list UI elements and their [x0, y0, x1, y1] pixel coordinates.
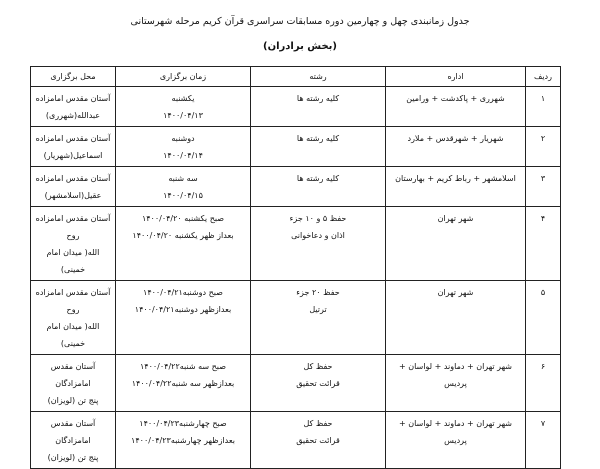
place-cell	[31, 167, 116, 207]
place-line: الله( میدان امام خمینی)	[46, 248, 100, 274]
organization-cell: اسلامشهر + رباط کریم + بهارستان	[386, 167, 526, 207]
place-cell	[31, 412, 116, 469]
field-cell	[251, 355, 386, 412]
field-cell	[251, 167, 386, 207]
table-row	[31, 412, 561, 469]
field-line: حفظ ۲۰ جزء	[296, 288, 340, 297]
header-time: زمان برگزاری	[116, 67, 251, 87]
header-row-num: ردیف	[526, 67, 561, 87]
place-line: آستان مقدس امامزاده روح	[35, 214, 111, 240]
organization-cell: شهر تهران + دماوند + لواسان + پردیس	[386, 355, 526, 412]
place-line: پنج تن (لویزان)	[47, 396, 99, 405]
header-place: محل برگزاری	[31, 67, 116, 87]
field-line: قرائت تحقیق	[296, 436, 340, 445]
table-row	[31, 281, 561, 355]
field-cell	[251, 87, 386, 127]
place-line: اسماعیل(شهریار)	[43, 151, 103, 160]
place-line: آستان مقدس امامزاده	[35, 174, 111, 183]
place-cell	[31, 87, 116, 127]
time-cell	[116, 127, 251, 167]
row-number: ۱	[526, 87, 561, 127]
field-line: کلیه رشته ها	[296, 174, 340, 183]
row-number: ۷	[526, 412, 561, 469]
organization-cell: شهرری + پاکدشت + ورامین	[386, 87, 526, 127]
field-line: کلیه رشته ها	[296, 94, 340, 103]
time-line: ۱۴۰۰/۰۴/۱۵	[163, 191, 203, 200]
field-cell	[251, 281, 386, 355]
time-line: صبح دوشنبه۱۴۰۰/۰۴/۲۱	[143, 288, 223, 297]
time-line: صبح سه شنبه۱۴۰۰/۰۴/۲۲	[139, 362, 227, 371]
time-line: ۱۴۰۰/۰۴/۱۳	[163, 111, 203, 120]
place-line: الله( میدان امام خمینی)	[46, 322, 100, 348]
time-line: بعداز ظهر یکشنبه ۱۴۰۰/۰۴/۲۰	[132, 231, 234, 240]
organization-cell: شهر تهران	[386, 281, 526, 355]
time-cell	[116, 355, 251, 412]
place-cell	[31, 207, 116, 281]
time-line: سه شنبه	[168, 174, 198, 183]
row-number: ۶	[526, 355, 561, 412]
field-line: کلیه رشته ها	[296, 134, 340, 143]
place-line: آستان مقدس امامزاده	[35, 134, 111, 143]
place-line: عبدالله(شهرری)	[45, 111, 101, 120]
header-field: رشته	[251, 67, 386, 87]
time-line: بعدازظهر چهارشنبه۱۴۰۰/۰۴/۲۳	[131, 436, 235, 445]
time-cell	[116, 207, 251, 281]
field-cell	[251, 127, 386, 167]
time-line: صبح چهارشنبه۱۴۰۰/۰۴/۲۳	[139, 419, 227, 428]
field-cell	[251, 412, 386, 469]
field-line: حفظ کل	[303, 362, 333, 371]
place-line: آستان مقدس امامزاده روح	[35, 288, 111, 314]
time-line: صبح یکشنبه ۱۴۰۰/۰۴/۲۰	[141, 214, 225, 223]
place-cell	[31, 355, 116, 412]
field-line: ترتیل	[309, 305, 327, 314]
time-cell	[116, 281, 251, 355]
row-number: ۲	[526, 127, 561, 167]
organization-cell: شهر تهران	[386, 207, 526, 281]
table-row	[31, 207, 561, 281]
place-cell	[31, 281, 116, 355]
time-line: بعدازظهر دوشنبه۱۴۰۰/۰۴/۲۱	[134, 305, 232, 314]
field-cell	[251, 207, 386, 281]
row-number: ۴	[526, 207, 561, 281]
table-row	[31, 355, 561, 412]
time-line: بعدازظهر سه شنبه۱۴۰۰/۰۴/۲۲	[131, 379, 235, 388]
table-header-row	[31, 67, 561, 87]
time-cell	[116, 167, 251, 207]
table-row	[31, 127, 561, 167]
row-number: ۵	[526, 281, 561, 355]
table-row	[31, 87, 561, 127]
time-line: دوشنبه	[171, 134, 195, 143]
time-line: ۱۴۰۰/۰۴/۱۴	[163, 151, 203, 160]
place-line: آستان مقدس امامزاده	[35, 94, 111, 103]
field-line: حفظ ۵ و ۱۰ جزء	[289, 214, 347, 223]
place-line: آستان مقدس امامزادگان	[50, 419, 96, 445]
field-line: قرائت تحقیق	[296, 379, 340, 388]
time-line: یکشنبه	[171, 94, 195, 103]
document-subtitle: (بخش برادران)	[263, 41, 337, 52]
row-number: ۳	[526, 167, 561, 207]
header-organization: اداره	[386, 67, 526, 87]
time-cell	[116, 87, 251, 127]
schedule-table	[30, 66, 561, 469]
place-line: آستان مقدس امامزادگان	[50, 362, 96, 388]
place-cell	[31, 127, 116, 167]
field-line: حفظ کل	[303, 419, 333, 428]
time-cell	[116, 412, 251, 469]
place-line: پنج تن (لویزان)	[47, 453, 99, 462]
organization-cell: شهر تهران + دماوند + لواسان + پردیس	[386, 412, 526, 469]
field-line: اذان و دعاخوانی	[291, 231, 345, 240]
table-row	[31, 167, 561, 207]
organization-cell: شهریار + شهرقدس + ملارد	[386, 127, 526, 167]
place-line: عقیل(اسلامشهر)	[44, 191, 102, 200]
document-title: جدول زمانبندی چهل و چهارمین دوره مسابقات سراسری قرآن کریم مرحله شهرستانی	[130, 16, 470, 27]
